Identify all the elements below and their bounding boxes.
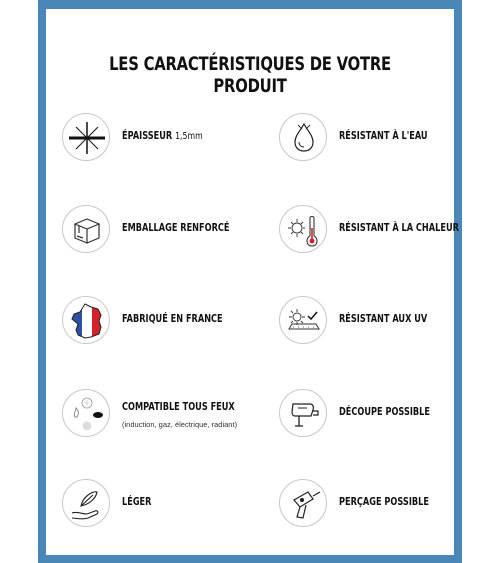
feature-label: ÉPAISSEUR — [122, 130, 173, 142]
page-title: LES CARACTÉRISTIQUES DE VOTRE PRODUIT — [109, 53, 391, 97]
feature-label: RÉSISTANT À LA CHALEUR — [339, 222, 459, 234]
water-drop-icon — [279, 113, 327, 161]
feature-water-resistant — [279, 113, 479, 165]
thickness-icon — [62, 113, 110, 161]
uv-sun-check-icon — [279, 296, 327, 344]
feature-uv-resistant — [279, 296, 479, 348]
feature-thickness — [62, 113, 262, 165]
feature-made-in-france — [62, 296, 262, 348]
sun-thermometer-icon — [279, 205, 327, 253]
jigsaw-icon — [279, 389, 327, 437]
features-panel — [46, 9, 459, 555]
france-flag-map-icon — [62, 296, 110, 344]
feature-label: PERÇAGE POSSIBLE — [339, 496, 429, 508]
feature-label: RÉSISTANT AUX UV — [339, 313, 428, 325]
feature-label: DÉCOUPE POSSIBLE — [339, 406, 430, 418]
feature-label: FABRIQUÉ EN FRANCE — [122, 313, 223, 325]
feature-label: RÉSISTANT À L'EAU — [339, 130, 428, 142]
feature-label: LÉGER — [122, 496, 152, 508]
box-icon — [62, 205, 110, 253]
feature-cutting — [279, 389, 479, 441]
feature-packaging — [62, 205, 262, 257]
drill-icon — [279, 479, 327, 527]
blue-frame — [38, 0, 462, 563]
feature-drilling — [279, 479, 479, 531]
feature-value: 1,5mm — [175, 131, 203, 142]
feature-light — [62, 479, 262, 531]
feature-label: EMBALLAGE RENFORCÉ — [122, 222, 230, 234]
hob-icon — [62, 389, 110, 437]
feather-hand-icon — [62, 479, 110, 527]
feature-all-hobs — [62, 389, 262, 441]
feature-label: COMPATIBLE TOUS FEUX — [122, 401, 235, 413]
feature-heat-resistant — [279, 205, 479, 257]
feature-sub: (induction, gaz, électrique, radiant) — [122, 420, 238, 429]
